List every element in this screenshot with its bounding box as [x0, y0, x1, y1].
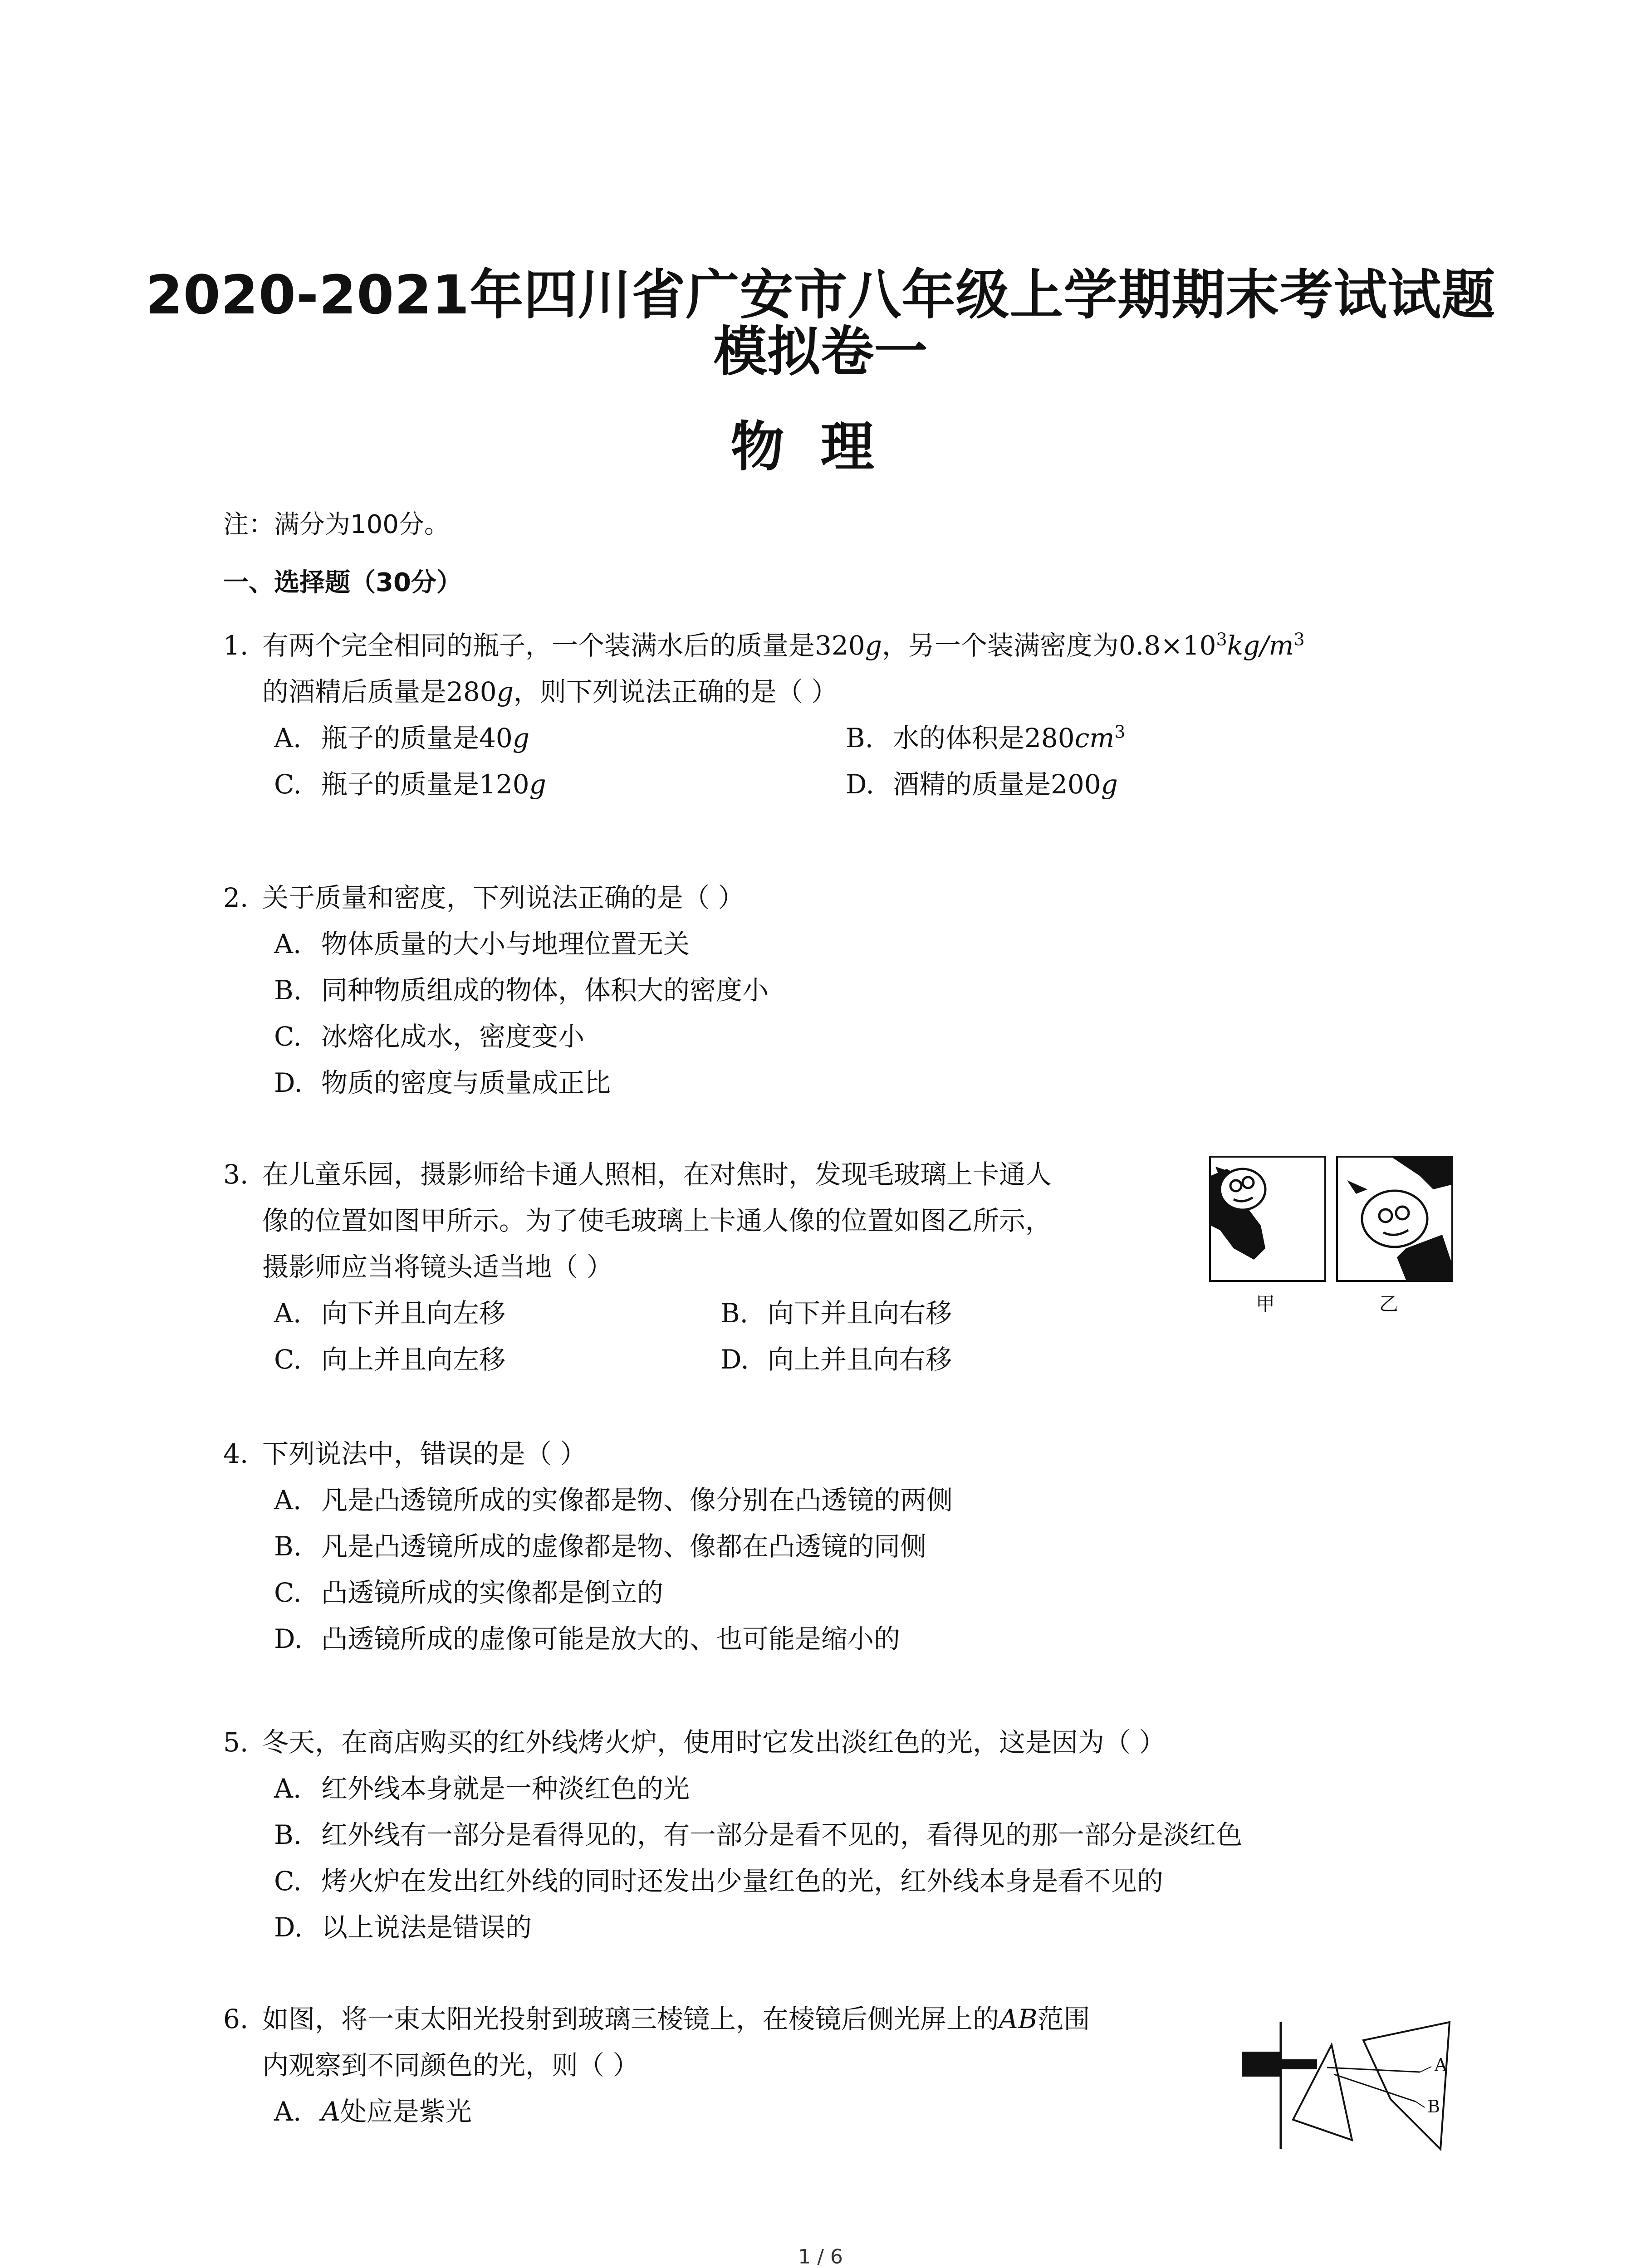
screen-label-b: B [1427, 2097, 1440, 2116]
option-a[interactable]: A. 红外线本身就是一种淡红色的光 [274, 1773, 690, 1804]
subject-title: 物理 [730, 415, 911, 478]
light-beam [1281, 2059, 1317, 2069]
option-row [223, 1290, 1052, 1336]
question-number: 3. [223, 1159, 249, 1190]
cartoon-image-jia [1211, 1158, 1324, 1280]
option-a[interactable]: A. A处应是紫光 [274, 2096, 472, 2127]
option-d[interactable]: D. 以上说法是错误的 [274, 1912, 532, 1943]
question-2 [223, 875, 769, 1106]
option-d[interactable]: D. 酒精的质量是200g [846, 769, 1118, 800]
option-d[interactable]: D. 凸透镜所成的虚像可能是放大的、也可能是缩小的 [274, 1623, 901, 1654]
score-note: 注：满分为100分。 [223, 510, 450, 539]
option-a[interactable]: A. 向下并且向左移 [274, 1298, 506, 1329]
question-stem: 2. 关于质量和密度，下列说法正确的是（ ） [223, 875, 769, 921]
option-row [223, 761, 1305, 807]
option-row [223, 715, 1305, 761]
option-b[interactable]: B. 红外线有一部分是看得见的，有一部分是看不见的，看得见的那一部分是淡红色 [274, 1819, 1243, 1850]
question-stem: 4. 下列说法中，错误的是（ ） [223, 1431, 953, 1477]
question-stem-continued: 内观察到不同颜色的光，则（ ） [262, 2050, 639, 2081]
question-1 [223, 622, 1305, 807]
screen-label-a: A [1435, 2055, 1447, 2075]
question-stem-continued: 像的位置如图甲所示。为了使毛玻璃上卡通人像的位置如图乙所示， [262, 1205, 1052, 1236]
cartoon-image-yi [1338, 1158, 1451, 1280]
question-stem: 5. 冬天，在商店购买的红外线烤火炉，使用时它发出淡红色的光，这是因为（ ） [223, 1719, 1242, 1765]
question-number: 1. [223, 630, 249, 661]
option-c[interactable]: C. 凸透镜所成的实像都是倒立的 [274, 1577, 664, 1608]
question-3 [223, 1151, 1052, 1383]
section-heading: 一、选择题（30分） [223, 568, 462, 597]
question-stem: 1. 有两个完全相同的瓶子，一个装满水后的质量是320g，另一个装满密度为$0.8\times 10^3kg/m^3$ [223, 622, 1305, 669]
option-d[interactable]: D. 物质的密度与质量成正比 [274, 1067, 611, 1098]
figure-yi-frame [1336, 1156, 1453, 1282]
question-stem-continued: 的酒精后质量是280g，则下列说法正确的是（ ） [262, 676, 838, 707]
exam-subtitle: 模拟卷一 [713, 320, 928, 383]
option-b[interactable]: B. 向下并且向右移 [720, 1298, 952, 1329]
question-stem: 3. 在儿童乐园，摄影师给卡通人照相，在对焦时，发现毛玻璃上卡通人 [223, 1151, 1052, 1198]
option-b[interactable]: B. 水的体积是$280cm^3$ [846, 722, 1126, 753]
option-a[interactable]: A. 凡是凸透镜所成的实像都是物、像分别在凸透镜的两侧 [274, 1485, 953, 1515]
figure-jia-frame [1209, 1156, 1326, 1282]
prism-diagram [1241, 2018, 1459, 2154]
question-5 [223, 1719, 1242, 1950]
option-c[interactable]: C. 冰熔化成水，密度变小 [274, 1021, 585, 1052]
question-stem: 6. 如图，将一束太阳光投射到玻璃三棱镜上，在棱镜后侧光屏上的AB范围 [223, 1996, 1090, 2042]
question-number: 2. [223, 882, 249, 913]
question-number: 4. [223, 1438, 249, 1469]
option-c[interactable]: C. 向上并且向左移 [274, 1344, 506, 1375]
question-6 [223, 1996, 1090, 2135]
figure-label-yi: 乙 [1379, 1293, 1399, 1315]
option-b[interactable]: B. 同种物质组成的物体，体积大的密度小 [274, 975, 769, 1006]
option-c[interactable]: C. 瓶子的质量是120g [274, 769, 546, 800]
option-a[interactable]: A. 物体质量的大小与地理位置无关 [274, 929, 690, 959]
light-screen [1363, 2022, 1450, 2149]
option-a[interactable]: A. 瓶子的质量是40g [274, 723, 529, 753]
question-stem-continued: 摄影师应当将镜头适当地（ ） [262, 1251, 613, 1282]
question-number: 5. [223, 1727, 249, 1758]
exam-title: 2020-2021年四川省广安市八年级上学期期末考试试题 [145, 264, 1496, 326]
page-number: 1 / 6 [798, 2245, 843, 2268]
option-d[interactable]: D. 向上并且向右移 [720, 1344, 952, 1375]
option-b[interactable]: B. 凡是凸透镜所成的虚像都是物、像都在凸透镜的同侧 [274, 1531, 927, 1562]
question-4 [223, 1431, 953, 1662]
light-source-block [1242, 2052, 1281, 2077]
option-row [223, 1336, 1052, 1383]
question-number: 6. [223, 2004, 249, 2034]
glass-prism [1293, 2045, 1352, 2140]
figure-label-jia: 甲 [1256, 1293, 1275, 1315]
option-c[interactable]: C. 烤火炉在发出红外线的同时还发出少量红色的光，红外线本身是看不见的 [274, 1866, 1164, 1897]
